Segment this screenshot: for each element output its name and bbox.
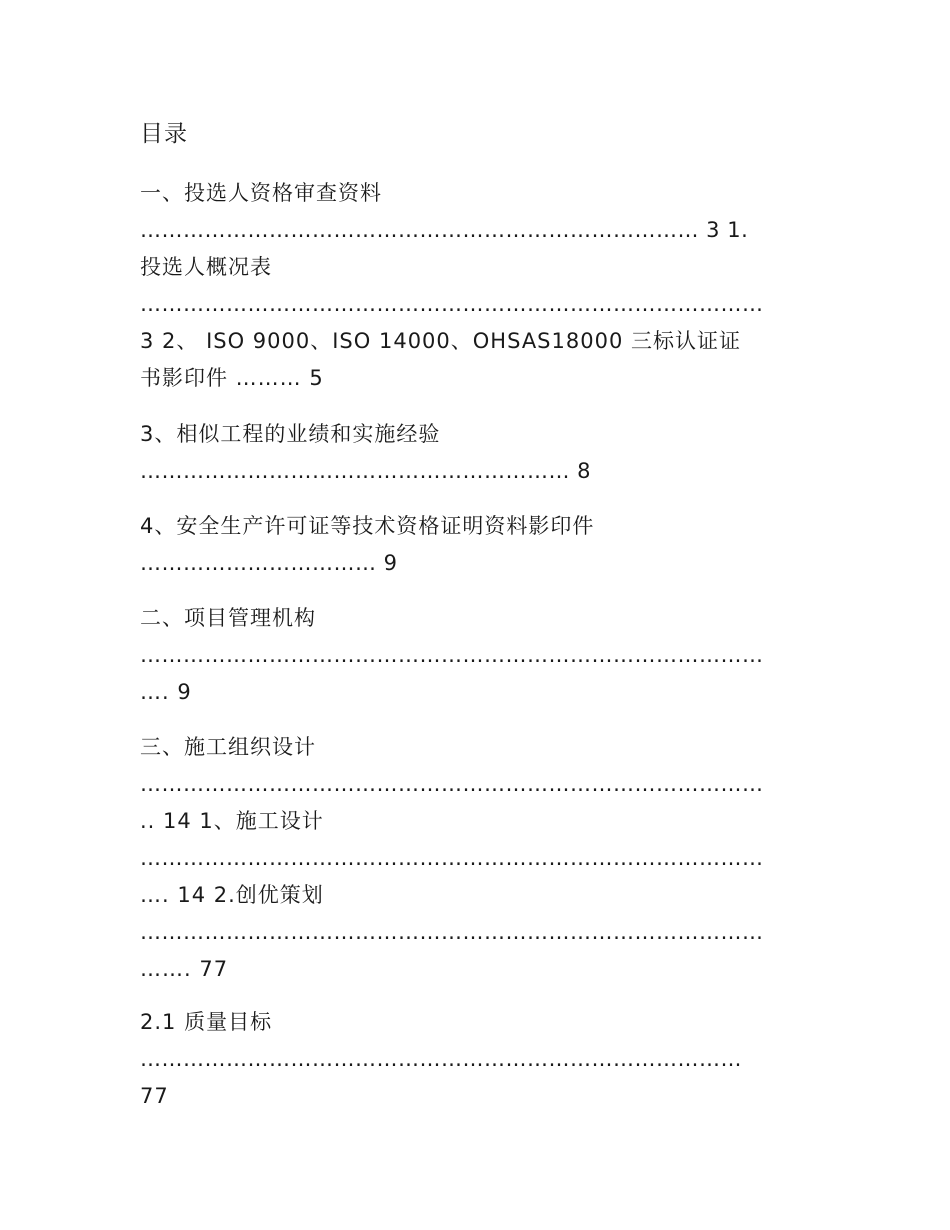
toc-entry-3-1: .. 14 1、施工设计 xyxy=(140,809,324,833)
toc-page-number: 77 xyxy=(140,1084,169,1108)
toc-leader-line: …………………………………………………… 8 xyxy=(140,459,592,483)
toc-leader-line: …………………………………………………………………………… xyxy=(140,643,764,667)
toc-entry-3-2: …. 14 2.创优策划 xyxy=(140,883,324,907)
toc-entry-1: 一、投选人资格审查资料 xyxy=(140,181,382,205)
toc-leader-line: …………………………………………………………………… 3 1. xyxy=(140,218,749,242)
toc-leader-line: ………………………………………………………………………… xyxy=(140,1047,742,1071)
toc-entry-1-2: 3 2、 ISO 9000、ISO 14000、OHSAS18000 三标认证证 xyxy=(140,329,741,353)
toc-entry-1-4: 4、安全生产许可证等技术资格证明资料影印件 xyxy=(140,514,595,538)
toc-leader-line: …………………………………………………………………………… xyxy=(140,920,764,944)
toc-page xyxy=(140,0,812,1230)
toc-leader-line: …………………………… 9 xyxy=(140,551,398,575)
toc-page-number: ……. 77 xyxy=(140,957,229,981)
toc-entry-2: 二、项目管理机构 xyxy=(140,606,316,630)
toc-leader-line: …………………………………………………………………………… xyxy=(140,772,764,796)
toc-entry-3: 三、施工组织设计 xyxy=(140,735,316,759)
toc-entry-1-3: 3、相似工程的业绩和实施经验 xyxy=(140,422,441,446)
toc-entry-1-1: 投选人概况表 xyxy=(140,255,272,279)
toc-leader-line: …………………………………………………………………………… xyxy=(140,292,764,316)
toc-title: 目录 xyxy=(140,121,188,147)
toc-entry-1-2-cont: 书影印件 ……… 5 xyxy=(140,366,324,390)
toc-leader-line: …………………………………………………………………………… xyxy=(140,846,764,870)
toc-entry-3-2-1: 2.1 质量目标 xyxy=(140,1010,273,1034)
toc-page-number: …. 9 xyxy=(140,680,192,704)
